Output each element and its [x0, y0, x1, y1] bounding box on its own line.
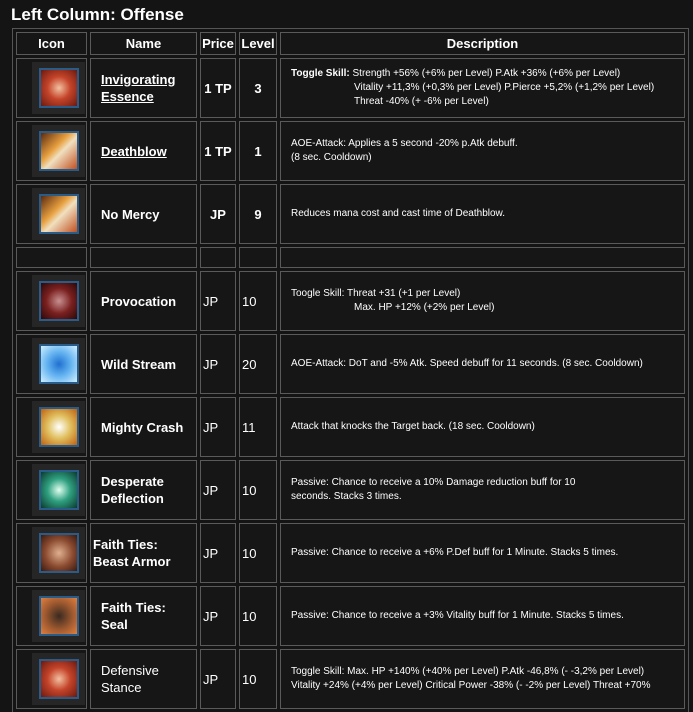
skill-description	[280, 271, 685, 331]
table-row	[16, 121, 685, 181]
table-row	[16, 397, 685, 457]
skill-price: JP	[200, 586, 236, 646]
skill-name: Desperate Deflection	[90, 460, 197, 520]
green-shield-icon	[39, 470, 79, 510]
water-orb-icon	[39, 344, 79, 384]
table-row	[16, 460, 685, 520]
desc-line: Strength +56% (+6% per Level) P.Atk +36% (+6% per Level)	[352, 68, 621, 79]
skill-description	[280, 649, 685, 709]
skill-level: 10	[239, 460, 277, 520]
desc-line: AOE-Attack: DoT and -5% Atk. Speed debuff for 11 seconds. (8 sec. Cooldown)	[291, 358, 643, 369]
header-icon: Icon	[16, 32, 87, 55]
skill-description	[280, 184, 685, 244]
skill-price: JP	[200, 649, 236, 709]
table-row	[16, 523, 685, 583]
header-level: Level	[239, 32, 277, 55]
skill-price: 1 TP	[200, 121, 236, 181]
skill-name: Faith Ties: Seal	[90, 586, 197, 646]
icon-cell	[16, 334, 87, 394]
skill-description	[280, 523, 685, 583]
skill-level: 20	[239, 334, 277, 394]
desc-line: Threat -40% (+ -6% per Level)	[354, 96, 489, 107]
skill-price: JP	[200, 334, 236, 394]
skill-level: 10	[239, 649, 277, 709]
beast-armor-icon	[39, 533, 79, 573]
hammer-burst-icon	[39, 407, 79, 447]
table-row	[16, 649, 685, 709]
header-price: Price	[200, 32, 236, 55]
skill-level: 10	[239, 271, 277, 331]
desc-line: Toggle Skill: Max. HP +140% (+40% per Level) P.Atk -46,8% (- -3,2% per Level)	[291, 666, 645, 677]
skill-price: JP	[200, 523, 236, 583]
skill-name: Provocation	[90, 271, 197, 331]
icon-cell	[16, 523, 87, 583]
blade-icon	[39, 194, 79, 234]
desc-line: Attack that knocks the Target back. (18 sec. Cooldown)	[291, 421, 535, 432]
icon-cell	[16, 586, 87, 646]
skill-description	[280, 460, 685, 520]
skill-level: 9	[239, 184, 277, 244]
icon-cell	[16, 397, 87, 457]
desc-line: Max. HP +12% (+2% per Level)	[354, 302, 495, 313]
skill-level: 11	[239, 397, 277, 457]
skill-level: 1	[239, 121, 277, 181]
desc-line: Passive: Chance to receive a +3% Vitality buff for 1 Minute. Stacks 5 times.	[291, 610, 624, 621]
table-header	[16, 32, 685, 55]
icon-cell	[16, 121, 87, 181]
desc-line: seconds. Stacks 3 times.	[291, 491, 402, 502]
skill-name: Mighty Crash	[90, 397, 197, 457]
desc-line: AOE-Attack: Applies a 5 second -20% p.Atk debuff.	[291, 138, 518, 149]
table-row	[16, 184, 685, 244]
seal-icon	[39, 596, 79, 636]
desc-line: Reduces mana cost and cast time of Deathblow.	[291, 208, 506, 219]
table-row	[16, 586, 685, 646]
crossed-swords-icon	[39, 659, 79, 699]
blade-icon	[39, 131, 79, 171]
icon-cell	[16, 184, 87, 244]
spacer-row	[16, 247, 685, 268]
skill-level: 10	[239, 586, 277, 646]
desc-label: Toggle Skill:	[291, 68, 350, 79]
skill-name: Defensive Stance	[90, 649, 197, 709]
skill-name[interactable]: Invigorating Essence	[90, 58, 197, 118]
skills-table	[12, 28, 689, 712]
icon-cell	[16, 649, 87, 709]
skill-name: No Mercy	[90, 184, 197, 244]
desc-line: (8 sec. Cooldown)	[291, 152, 372, 163]
desc-line: Passive: Chance to receive a +6% P.Def buff for 1 Minute. Stacks 5 times.	[291, 547, 619, 558]
skill-name: Wild Stream	[90, 334, 197, 394]
skill-description	[280, 121, 685, 181]
skill-description	[280, 334, 685, 394]
skill-price: JP	[200, 271, 236, 331]
desc-line: Vitality +11,3% (+0,3% per Level) P.Pierce +5,2% (+1,2% per Level)	[354, 82, 655, 93]
desc-line: Toogle Skill: Threat +31 (+1 per Level)	[291, 288, 461, 299]
skill-level: 10	[239, 523, 277, 583]
skill-description	[280, 58, 685, 118]
table-row	[16, 334, 685, 394]
skill-description	[280, 586, 685, 646]
header-description: Description	[280, 32, 685, 55]
desc-line: Vitality +24% (+4% per Level) Critical Power -38% (- -2% per Level) Threat +70%	[291, 680, 651, 691]
skill-price: 1 TP	[200, 58, 236, 118]
skill-description	[280, 397, 685, 457]
skill-name: Faith Ties: Beast Armor	[90, 523, 197, 583]
page-title: Left Column: Offense	[11, 5, 184, 24]
icon-cell	[16, 460, 87, 520]
icon-cell	[16, 271, 87, 331]
wolf-icon	[39, 281, 79, 321]
skill-name[interactable]: Deathblow	[90, 121, 197, 181]
crossed-swords-icon	[39, 68, 79, 108]
header-name: Name	[90, 32, 197, 55]
table-row	[16, 58, 685, 118]
skill-price: JP	[200, 184, 236, 244]
table-row	[16, 271, 685, 331]
skill-level: 3	[239, 58, 277, 118]
skill-price: JP	[200, 460, 236, 520]
icon-cell	[16, 58, 87, 118]
skill-price: JP	[200, 397, 236, 457]
desc-line: Passive: Chance to receive a 10% Damage reduction buff for 10	[291, 477, 576, 488]
